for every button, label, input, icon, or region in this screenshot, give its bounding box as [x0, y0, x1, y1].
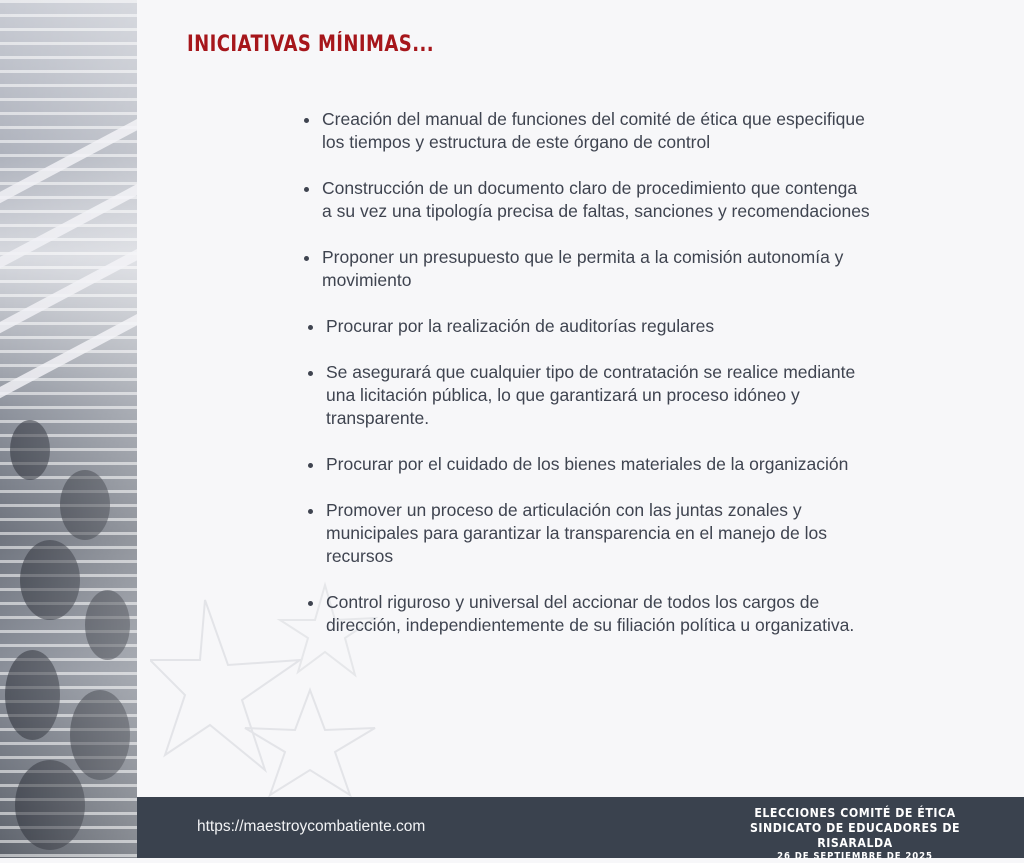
list-item-text: Control riguroso y universal del accionar de todos los cargos de dirección, independientemente de su filiación política u organizativa. [326, 592, 855, 635]
list-item [300, 108, 870, 154]
list-item-text: Procurar por el cuidado de los bienes materiales de la organización [326, 454, 849, 474]
list-item [300, 246, 870, 292]
list-item-text: Se asegurará que cualquier tipo de contratación se realice mediante una licitación pública, lo que garantizará un proceso idóneo y transparente. [326, 362, 856, 428]
bullet-icon [308, 601, 313, 606]
list-item [300, 453, 870, 476]
star-outline-icon [150, 600, 300, 770]
bullet-icon [308, 509, 313, 514]
list-item [300, 361, 870, 430]
initiatives-list [300, 108, 870, 660]
bullet-icon [308, 463, 313, 468]
footer-organization [720, 805, 990, 863]
star-outline-icon [245, 690, 375, 795]
list-item-text: Procurar por la realización de auditorías regulares [326, 316, 715, 336]
list-item [300, 591, 870, 637]
page-title: INICIATIVAS MÍNIMAS... [187, 32, 434, 57]
bullet-icon [304, 118, 309, 123]
footer-date: 26 DE SEPTIEMBRE DE 2025 [777, 851, 933, 862]
protest-photo-strip [0, 0, 137, 858]
list-item [300, 315, 870, 338]
bullet-icon [304, 256, 309, 261]
list-item-text: Promover un proceso de articulación con las juntas zonales y municipales para garantizar la transparencia en el manejo de los recursos [326, 500, 827, 566]
list-item-text: Proponer un presupuesto que le permita a la comisión autonomía y movimiento [322, 247, 844, 290]
bullet-icon [308, 325, 313, 330]
list-item [300, 499, 870, 568]
bullet-icon [308, 371, 313, 376]
list-item-text: Construcción de un documento claro de procedimiento que contenga a su vez una tipología precisa de faltas, sanciones y recomendaciones [322, 178, 870, 221]
photo-shade [0, 0, 137, 858]
list-item [300, 177, 870, 223]
footer-bar [137, 797, 1024, 862]
footer-union-name: SINDICATO DE EDUCADORES DE RISARALDA [749, 820, 961, 850]
website-link[interactable]: https://maestroycombatiente.com [197, 818, 426, 835]
footer-election-title: ELECCIONES COMITÉ DE ÉTICA [754, 805, 956, 820]
list-item-text: Creación del manual de funciones del comité de ética que especifique los tiempos y estructura de este órgano de control [322, 109, 865, 152]
bullet-icon [304, 187, 309, 192]
